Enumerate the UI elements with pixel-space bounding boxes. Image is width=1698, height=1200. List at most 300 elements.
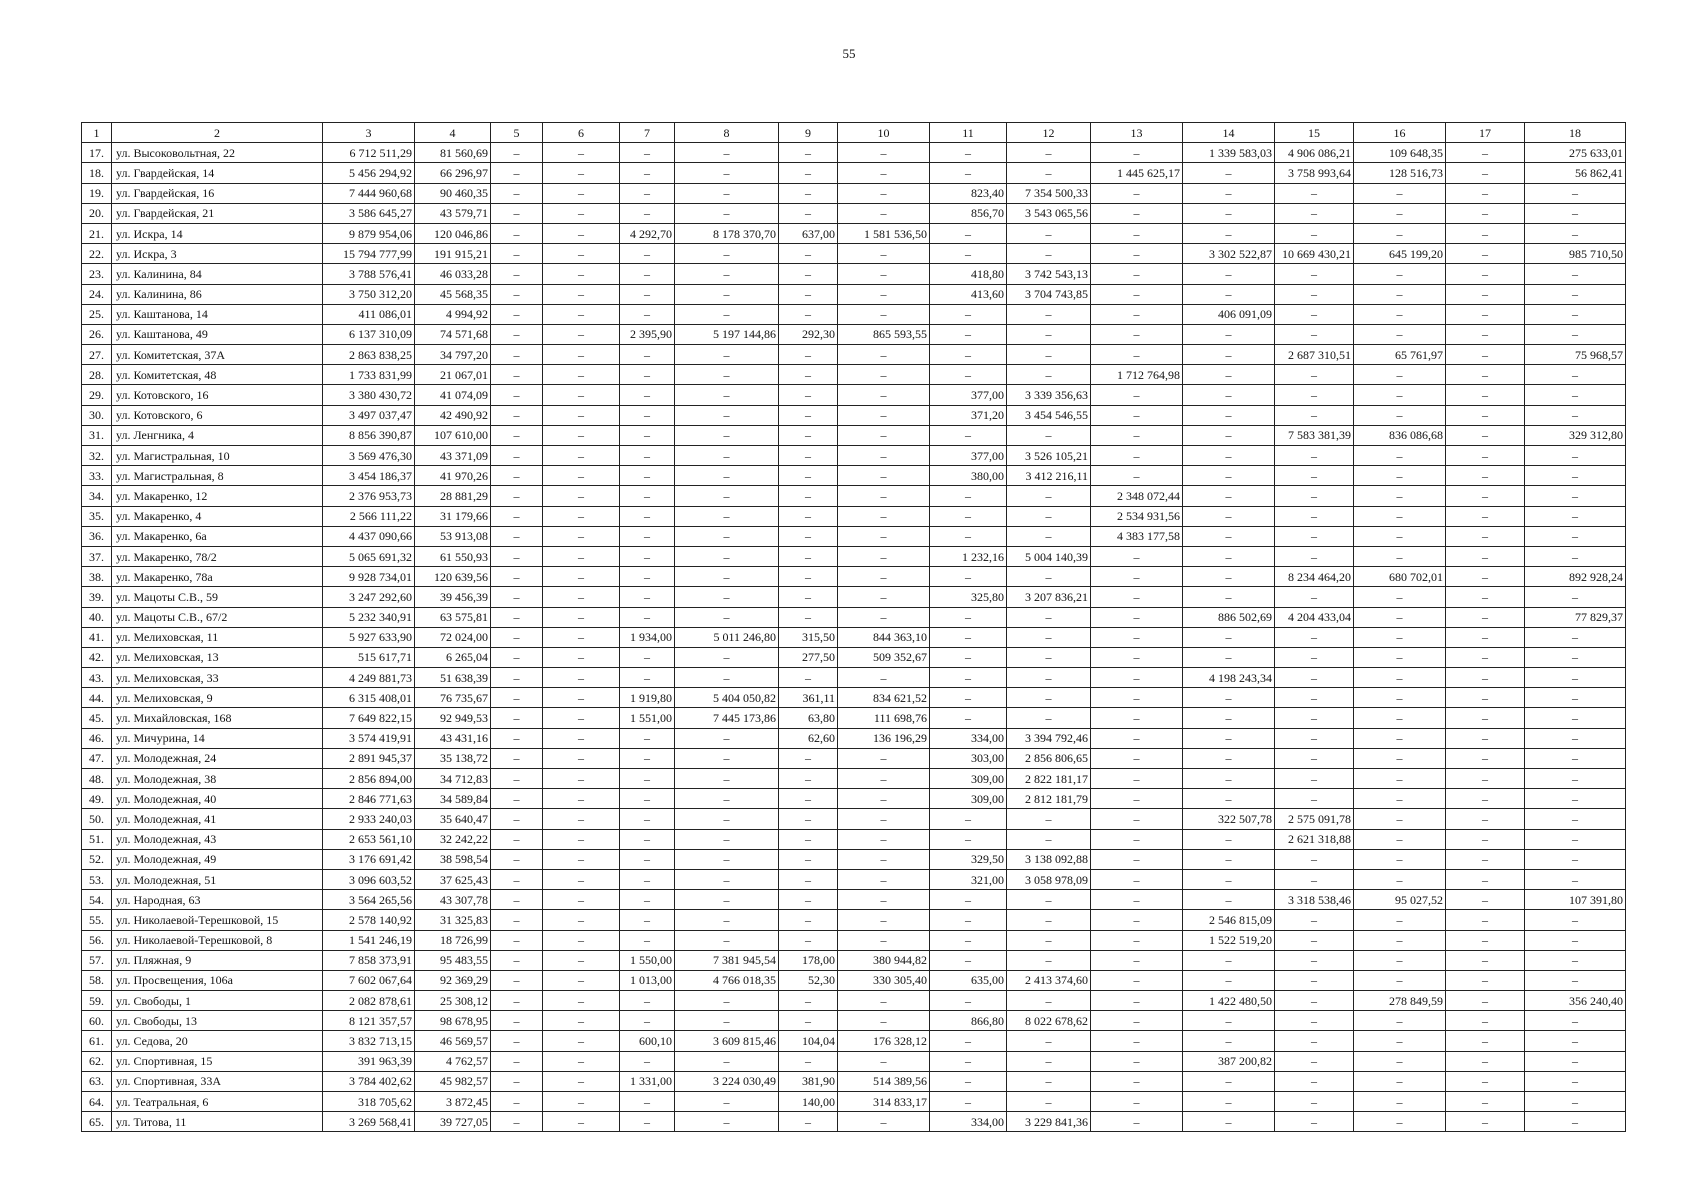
value-cell: – [675,1011,779,1031]
row-number-cell: 39. [82,587,112,607]
value-cell: – [1354,1071,1446,1091]
value-cell: 275 633,01 [1525,143,1626,163]
value-cell: – [1275,708,1354,728]
value-cell: – [930,486,1007,506]
value-cell: – [1183,324,1275,344]
value-cell: – [491,284,543,304]
value-cell: 322 507,78 [1183,809,1275,829]
value-cell: – [1091,668,1183,688]
value-cell: – [620,264,675,284]
value-cell: – [1007,506,1091,526]
value-cell: – [1275,385,1354,405]
value-cell: – [930,991,1007,1011]
page-number: 55 [842,46,856,61]
table-row [82,466,1626,486]
value-cell: 377,00 [930,385,1007,405]
value-cell: 3 872,45 [415,1092,491,1112]
value-cell: – [491,163,543,183]
row-number-cell: 24. [82,284,112,304]
address-cell: ул. Мелиховская, 11 [112,627,323,647]
value-cell: – [1275,466,1354,486]
column-header: 4 [415,123,491,143]
value-cell: – [491,203,543,223]
value-cell: – [1525,1112,1626,1132]
value-cell: – [1091,829,1183,849]
value-cell: – [620,244,675,264]
value-cell: – [1446,849,1525,869]
value-cell: – [1525,1031,1626,1051]
value-cell: 2 856 806,65 [1007,748,1091,768]
value-cell: 31 325,83 [415,910,491,930]
value-cell: – [779,809,838,829]
value-cell: – [1446,708,1525,728]
value-cell: 6 137 310,09 [323,324,415,344]
value-cell: – [1446,970,1525,990]
value-cell: 391 963,39 [323,1051,415,1071]
value-cell: – [779,143,838,163]
value-cell: 38 598,54 [415,849,491,869]
table-row [82,183,1626,203]
value-cell: – [675,446,779,466]
address-cell: ул. Мелиховская, 33 [112,668,323,688]
value-cell: – [779,446,838,466]
table-row [82,1071,1626,1091]
value-cell: – [779,163,838,183]
value-cell: – [491,223,543,243]
value-cell: 4 383 177,58 [1091,526,1183,546]
value-cell: – [620,748,675,768]
value-cell: 109 648,35 [1354,143,1446,163]
value-cell: 3 526 105,21 [1007,446,1091,466]
value-cell: 7 602 067,64 [323,970,415,990]
value-cell: – [543,1112,620,1132]
value-cell: 334,00 [930,1112,1007,1132]
value-cell: 325,80 [930,587,1007,607]
value-cell: – [930,607,1007,627]
value-cell: – [779,405,838,425]
value-cell: 836 086,68 [1354,425,1446,445]
value-cell: – [1446,526,1525,546]
value-cell: 3 574 419,91 [323,728,415,748]
value-cell: – [838,789,930,809]
value-cell: 3 750 312,20 [323,284,415,304]
value-cell: – [620,546,675,566]
value-cell: – [1275,264,1354,284]
value-cell: 66 296,97 [415,163,491,183]
value-cell: 413,60 [930,284,1007,304]
value-cell: 1 522 519,20 [1183,930,1275,950]
value-cell: – [930,526,1007,546]
value-cell: – [1525,769,1626,789]
value-cell: – [675,486,779,506]
value-cell: – [620,143,675,163]
value-cell: – [1525,708,1626,728]
address-cell: ул. Молодежная, 24 [112,748,323,768]
value-cell: – [930,163,1007,183]
value-cell: 985 710,50 [1525,244,1626,264]
value-cell: – [930,829,1007,849]
value-cell: – [491,546,543,566]
value-cell: 8 856 390,87 [323,425,415,445]
value-cell: – [838,910,930,930]
value-cell: – [1525,486,1626,506]
table-row [82,849,1626,869]
value-cell: – [675,183,779,203]
table-row [82,708,1626,728]
table-row [82,769,1626,789]
value-cell: – [1007,890,1091,910]
value-cell: – [838,890,930,910]
value-cell: – [1007,425,1091,445]
value-cell: – [491,688,543,708]
value-cell: – [1183,183,1275,203]
value-cell: – [1091,1071,1183,1091]
value-cell: – [1525,748,1626,768]
value-cell: – [543,304,620,324]
value-cell: – [675,991,779,1011]
value-cell: – [1275,647,1354,667]
value-cell: – [779,789,838,809]
value-cell: – [675,284,779,304]
value-cell: – [543,526,620,546]
value-cell: – [1275,627,1354,647]
value-cell: 509 352,67 [838,647,930,667]
value-cell: – [491,264,543,284]
value-cell: – [838,143,930,163]
value-cell: – [543,769,620,789]
value-cell: – [1091,1112,1183,1132]
table-row [82,748,1626,768]
table-row [82,264,1626,284]
column-header: 12 [1007,123,1091,143]
value-cell: – [779,587,838,607]
table-row [82,143,1626,163]
value-cell: 5 927 633,90 [323,627,415,647]
value-cell: – [1525,647,1626,667]
value-cell: 406 091,09 [1183,304,1275,324]
address-cell: ул. Макаренко, 4 [112,506,323,526]
value-cell: – [543,1031,620,1051]
value-cell: 2 413 374,60 [1007,970,1091,990]
value-cell: – [675,1112,779,1132]
value-cell: 3 497 037,47 [323,405,415,425]
value-cell: – [930,627,1007,647]
value-cell: – [620,849,675,869]
value-cell: – [838,869,930,889]
value-cell: 3 788 576,41 [323,264,415,284]
value-cell: – [1007,1071,1091,1091]
row-number-cell: 52. [82,849,112,869]
value-cell: 43 579,71 [415,203,491,223]
value-cell: 43 307,78 [415,890,491,910]
value-cell: – [838,183,930,203]
value-cell: 4 437 090,66 [323,526,415,546]
value-cell: – [1354,708,1446,728]
value-cell: 356 240,40 [1525,991,1626,1011]
address-cell: ул. Комитетская, 37А [112,345,323,365]
value-cell: – [675,405,779,425]
value-cell: – [838,849,930,869]
value-cell: – [620,728,675,748]
value-cell: – [1525,1071,1626,1091]
address-cell: ул. Каштанова, 14 [112,304,323,324]
value-cell: 823,40 [930,183,1007,203]
row-number-cell: 50. [82,809,112,829]
value-cell: 321,00 [930,869,1007,889]
value-cell: – [1446,789,1525,809]
value-cell: 81 560,69 [415,143,491,163]
value-cell: 3 207 836,21 [1007,587,1091,607]
table-row [82,345,1626,365]
value-cell: – [675,829,779,849]
row-number-cell: 32. [82,446,112,466]
value-cell: – [838,244,930,264]
row-number-cell: 21. [82,223,112,243]
table-row [82,385,1626,405]
value-cell: – [675,587,779,607]
value-cell: – [1446,910,1525,930]
address-cell: ул. Свободы, 1 [112,991,323,1011]
value-cell: – [930,304,1007,324]
value-cell: 2 621 318,88 [1275,829,1354,849]
value-cell: – [1525,506,1626,526]
value-cell: – [491,930,543,950]
value-cell: – [675,869,779,889]
value-cell: – [1183,466,1275,486]
value-cell: – [1091,446,1183,466]
table-row [82,607,1626,627]
value-cell: 3 224 030,49 [675,1071,779,1091]
value-cell: – [930,1051,1007,1071]
value-cell: – [543,345,620,365]
value-cell: 2 348 072,44 [1091,486,1183,506]
value-cell: 45 982,57 [415,1071,491,1091]
value-cell: 1 331,00 [620,1071,675,1091]
value-cell: – [675,567,779,587]
row-number-cell: 57. [82,950,112,970]
table-row [82,910,1626,930]
value-cell: 5 004 140,39 [1007,546,1091,566]
row-number-cell: 44. [82,688,112,708]
value-cell: 107 610,00 [415,425,491,445]
value-cell: 7 445 173,86 [675,708,779,728]
value-cell: 104,04 [779,1031,838,1051]
data-table-wrapper [81,122,1625,1132]
value-cell: 7 444 960,68 [323,183,415,203]
value-cell: – [620,405,675,425]
value-cell: – [1446,1051,1525,1071]
value-cell: – [1091,789,1183,809]
value-cell: – [1007,163,1091,183]
value-cell: – [620,425,675,445]
table-row [82,647,1626,667]
value-cell: – [930,567,1007,587]
value-cell: – [1446,1112,1525,1132]
value-cell: 77 829,37 [1525,607,1626,627]
row-number-cell: 51. [82,829,112,849]
row-number-cell: 41. [82,627,112,647]
value-cell: – [1275,587,1354,607]
value-cell: – [838,668,930,688]
value-cell: – [1446,991,1525,1011]
value-cell: – [1275,950,1354,970]
value-cell: 3 609 815,46 [675,1031,779,1051]
value-cell: 4 906 086,21 [1275,143,1354,163]
value-cell: – [491,345,543,365]
address-cell: ул. Николаевой-Терешковой, 8 [112,930,323,950]
value-cell: – [620,1051,675,1071]
table-row [82,1011,1626,1031]
table-row [82,506,1626,526]
value-cell: 1 550,00 [620,950,675,970]
value-cell: – [1525,466,1626,486]
column-header: 18 [1525,123,1626,143]
row-number-cell: 27. [82,345,112,365]
value-cell: – [1446,950,1525,970]
value-cell: 9 879 954,06 [323,223,415,243]
value-cell: – [675,607,779,627]
value-cell: 2 933 240,03 [323,809,415,829]
value-cell: – [1275,365,1354,385]
value-cell: – [543,446,620,466]
value-cell: – [1183,506,1275,526]
value-cell: 9 928 734,01 [323,567,415,587]
address-cell: ул. Калинина, 84 [112,264,323,284]
value-cell: – [1446,425,1525,445]
table-body [82,143,1626,1132]
value-cell: 3 138 092,88 [1007,849,1091,869]
value-cell: – [1525,324,1626,344]
row-number-cell: 30. [82,405,112,425]
value-cell: – [543,365,620,385]
value-cell: – [1007,223,1091,243]
value-cell: – [1446,446,1525,466]
table-row [82,930,1626,950]
row-number-cell: 47. [82,748,112,768]
value-cell: 178,00 [779,950,838,970]
value-cell: – [620,284,675,304]
value-cell: – [491,506,543,526]
value-cell: – [1446,304,1525,324]
table-row [82,203,1626,223]
row-number-cell: 56. [82,930,112,950]
row-number-cell: 64. [82,1092,112,1112]
value-cell: – [930,930,1007,950]
value-cell: – [1525,546,1626,566]
value-cell: – [1007,244,1091,264]
address-cell: ул. Котовского, 16 [112,385,323,405]
value-cell: – [491,446,543,466]
value-cell: – [779,769,838,789]
value-cell: 74 571,68 [415,324,491,344]
address-cell: ул. Свободы, 13 [112,1011,323,1031]
value-cell: – [1007,991,1091,1011]
value-cell: – [1091,385,1183,405]
value-cell: – [543,163,620,183]
value-cell: – [543,607,620,627]
value-cell: – [1525,869,1626,889]
value-cell: – [543,324,620,344]
value-cell: 43 431,16 [415,728,491,748]
value-cell: – [620,1092,675,1112]
value-cell: – [491,607,543,627]
value-cell: 278 849,59 [1354,991,1446,1011]
value-cell: 25 308,12 [415,991,491,1011]
value-cell: – [1007,930,1091,950]
value-cell: – [543,991,620,1011]
value-cell: – [491,769,543,789]
value-cell: – [1446,769,1525,789]
value-cell: – [491,587,543,607]
value-cell: – [620,890,675,910]
value-cell: 34 589,84 [415,789,491,809]
value-cell: – [1091,223,1183,243]
value-cell: 35 138,72 [415,748,491,768]
value-cell: 680 702,01 [1354,567,1446,587]
value-cell: 866,80 [930,1011,1007,1031]
table-row [82,486,1626,506]
value-cell: 191 915,21 [415,244,491,264]
value-cell: 637,00 [779,223,838,243]
value-cell: 7 583 381,39 [1275,425,1354,445]
value-cell: – [1354,1011,1446,1031]
value-cell: – [779,466,838,486]
value-cell: – [1183,1071,1275,1091]
value-cell: 7 381 945,54 [675,950,779,970]
value-cell: – [543,264,620,284]
value-cell: – [1183,345,1275,365]
table-row [82,728,1626,748]
value-cell: – [1446,1031,1525,1051]
value-cell: – [1446,264,1525,284]
value-cell: – [1354,769,1446,789]
value-cell: – [543,466,620,486]
row-number-cell: 36. [82,526,112,546]
value-cell: 2 578 140,92 [323,910,415,930]
value-cell: – [620,829,675,849]
value-cell: 32 242,22 [415,829,491,849]
value-cell: – [1091,890,1183,910]
address-cell: ул. Макаренко, 78а [112,567,323,587]
value-cell: 1 422 480,50 [1183,991,1275,1011]
value-cell: – [838,930,930,950]
value-cell: – [1275,910,1354,930]
row-number-cell: 43. [82,668,112,688]
value-cell: – [1354,930,1446,950]
value-cell: – [1275,688,1354,708]
value-cell: – [1525,688,1626,708]
value-cell: – [491,950,543,970]
address-cell: ул. Магистральная, 8 [112,466,323,486]
value-cell: – [1091,869,1183,889]
value-cell: 380 944,82 [838,950,930,970]
value-cell: – [1091,708,1183,728]
value-cell: – [491,970,543,990]
value-cell: – [1091,304,1183,324]
value-cell: – [491,708,543,728]
value-cell: 314 833,17 [838,1092,930,1112]
value-cell: – [930,708,1007,728]
value-cell: – [543,829,620,849]
value-cell: – [1007,647,1091,667]
value-cell: – [543,486,620,506]
value-cell: – [1446,809,1525,829]
value-cell: – [1525,203,1626,223]
value-cell: 2 546 815,09 [1183,910,1275,930]
value-cell: – [1091,647,1183,667]
value-cell: – [838,425,930,445]
value-cell: 6 315 408,01 [323,688,415,708]
